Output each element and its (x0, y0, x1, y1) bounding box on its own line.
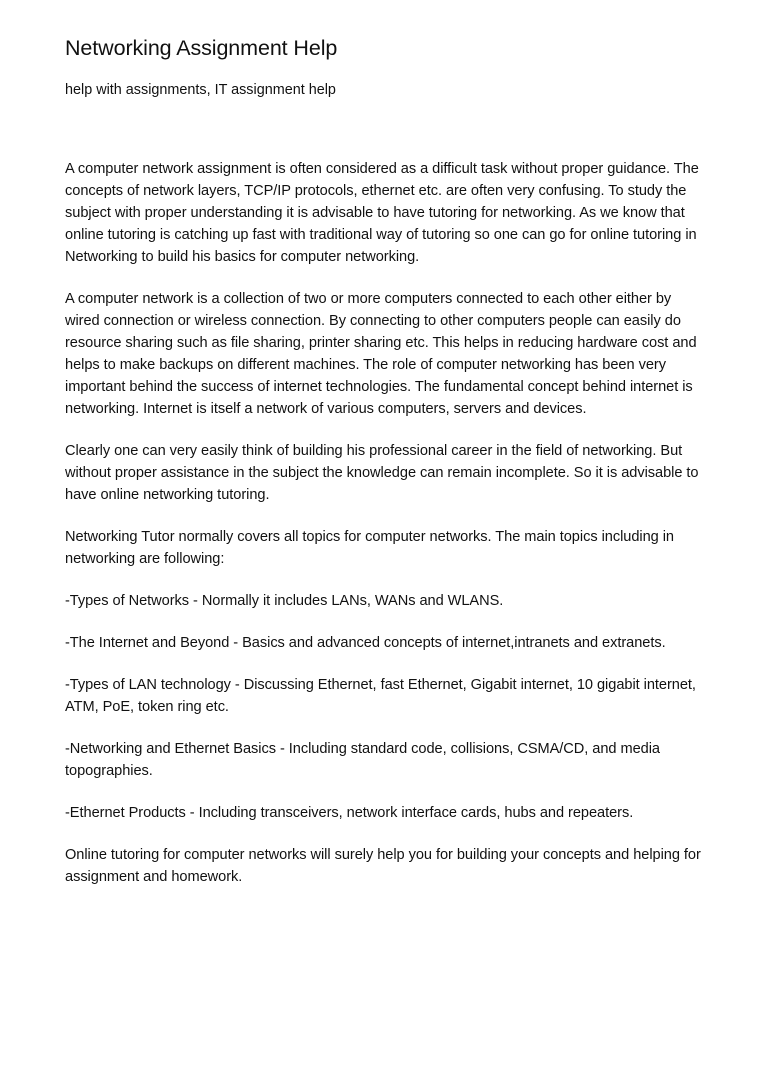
paragraph-definition: A computer network is a collection of two or more computers connected to each other either by wired connection or wireless connection. By connecting to other computers people can easily do resource sharing such as file sharing, printer sharing etc. This helps in reducing hardware cost and helps to make backups on different machines. The role of computer networking has been very important behind the success of internet technologies. The fundamental concept behind internet is networking. Internet is itself a network of various computers, servers and devices. (65, 291, 697, 417)
list-item-ethernet-products: -Ethernet Products - Including transceivers, network interface cards, hubs and repeaters. (65, 805, 634, 821)
document-title: Networking Assignment Help (65, 36, 338, 60)
list-item-types-of-networks: -Types of Networks - Normally it includes LANs, WANs and WLANS. (65, 593, 504, 609)
list-item-lan-technology: -Types of LAN technology - Discussing Ethernet, fast Ethernet, Gigabit internet, 10 gigabit internet, ATM, PoE, token ring etc. (65, 677, 696, 715)
paragraph-conclusion: Online tutoring for computer networks will surely help you for building your concepts and helping for assignment and homework. (65, 847, 701, 885)
document-body (65, 158, 708, 888)
list-item-ethernet-basics: -Networking and Ethernet Basics - Including standard code, collisions, CSMA/CD, and media topographies. (65, 741, 660, 779)
document-subtitle: help with assignments, IT assignment help (65, 82, 336, 98)
paragraph-topics-intro: Networking Tutor normally covers all topics for computer networks. The main topics including in networking are following: (65, 529, 674, 567)
paragraph-intro: A computer network assignment is often considered as a difficult task without proper guidance. The concepts of network layers, TCP/IP protocols, ethernet etc. are often very confusing. To study the subject with proper understanding it is advisable to have tutoring for networking. As we know that online tutoring is catching up fast with traditional way of tutoring so one can go for online tutoring in Networking to build his basics for computer networking. (65, 161, 699, 265)
list-item-internet-and-beyond: -The Internet and Beyond - Basics and advanced concepts of internet,intranets and extranets. (65, 635, 666, 651)
paragraph-career: Clearly one can very easily think of building his professional career in the field of networking. But without proper assistance in the subject the knowledge can remain incomplete. So it is advisable to have online networking tutoring. (65, 443, 699, 503)
